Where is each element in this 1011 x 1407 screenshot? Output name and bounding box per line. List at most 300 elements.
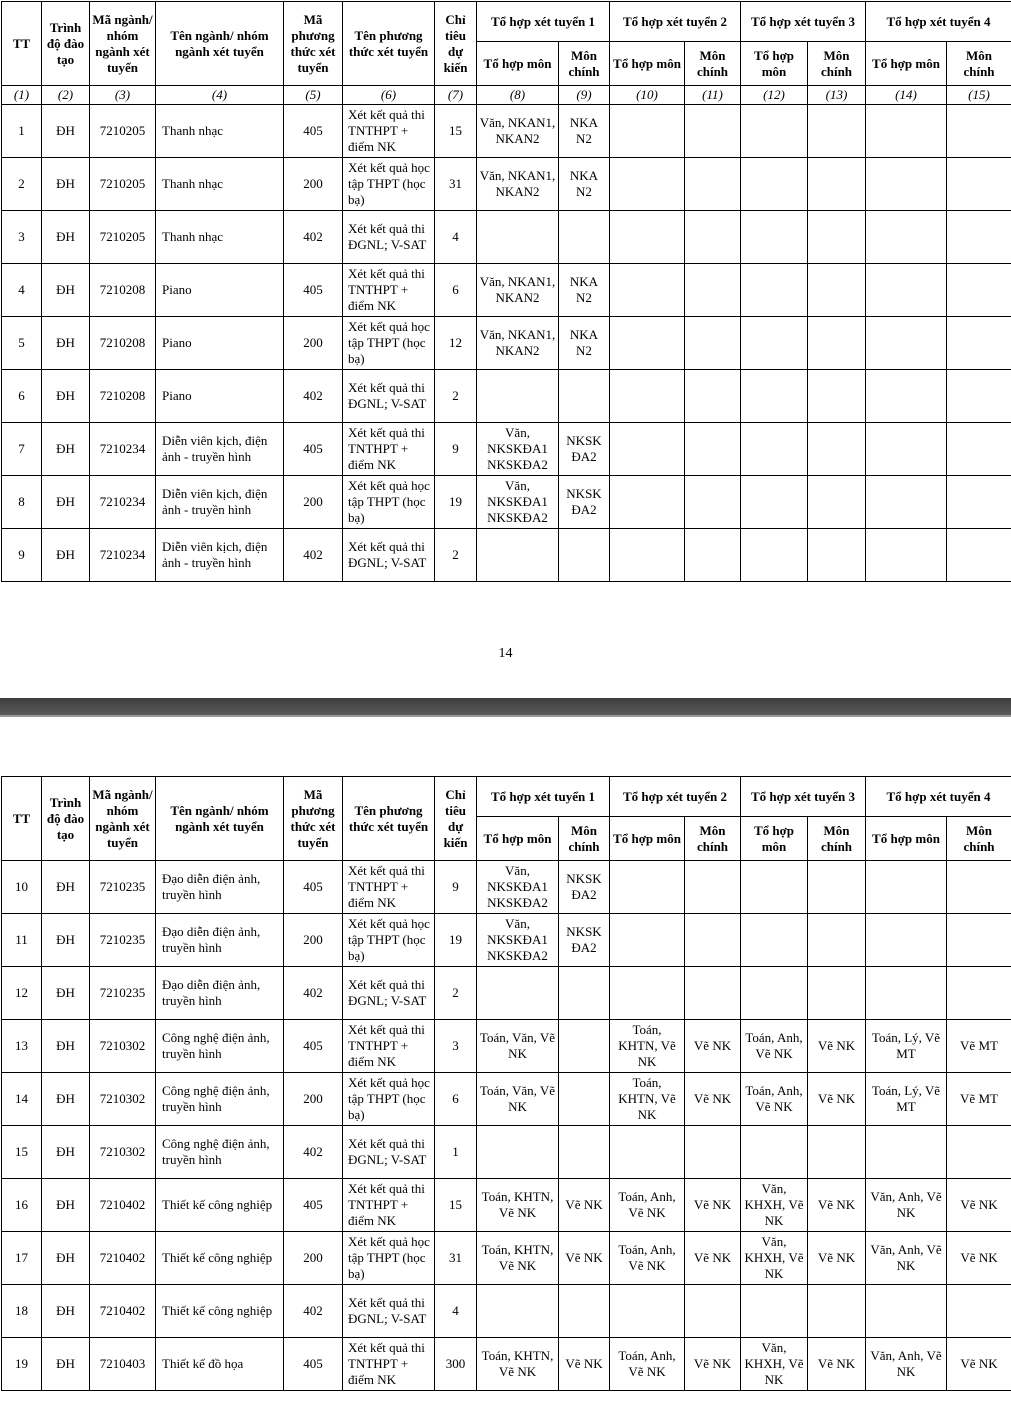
- combo1-subjects-cell: Văn, NKSKĐA1 NKSKĐA2: [477, 861, 559, 914]
- header-group-2: Tổ hợp xét tuyển 2: [610, 777, 741, 817]
- header-ten-phuong-thuc: Tên phương thức xét tuyển: [343, 2, 435, 86]
- major-code-cell: 7210208: [90, 264, 156, 317]
- combo2-main-cell: [685, 861, 741, 914]
- header-group-3: Tổ hợp xét tuyển 3: [741, 777, 866, 817]
- combo3-main-cell: [808, 264, 866, 317]
- method-name-cell: Xét kết quả học tập THPT (học bạ): [343, 317, 435, 370]
- combo3-main-cell: [808, 1126, 866, 1179]
- table-row: [2, 370, 1011, 423]
- table-row: [2, 158, 1011, 211]
- major-code-cell: 7210402: [90, 1179, 156, 1232]
- major-name-cell: Công nghệ điện ảnh, truyền hình: [156, 1073, 284, 1126]
- row-index-cell: 7: [2, 423, 42, 476]
- table-row: [2, 1020, 1011, 1073]
- combo3-main-cell: [808, 1285, 866, 1338]
- header-mon-chinh: Môn chính: [947, 42, 1011, 86]
- training-level-cell: ĐH: [42, 317, 90, 370]
- quota-cell: 12: [435, 317, 477, 370]
- combo1-subjects-cell: [477, 1126, 559, 1179]
- row-index-cell: 14: [2, 1073, 42, 1126]
- quota-cell: 2: [435, 529, 477, 582]
- method-name-cell: Xét kết quả thi ĐGNL; V-SAT: [343, 211, 435, 264]
- training-level-cell: ĐH: [42, 1020, 90, 1073]
- header-ten-nganh: Tên ngành/ nhóm ngành xét tuyển: [156, 777, 284, 861]
- header-group-3: Tổ hợp xét tuyển 3: [741, 2, 866, 42]
- combo1-main-cell: NKSK ĐA2: [559, 476, 610, 529]
- combo1-subjects-cell: Văn, NKAN1, NKAN2: [477, 158, 559, 211]
- quota-cell: 6: [435, 264, 477, 317]
- table-row: [2, 1073, 1011, 1126]
- major-name-cell: Công nghệ điện ảnh, truyền hình: [156, 1020, 284, 1073]
- header-ma-nganh: Mã ngành/ nhóm ngành xét tuyển: [90, 777, 156, 861]
- combo2-subjects-cell: Toán, KHTN, Vẽ NK: [610, 1073, 685, 1126]
- training-level-cell: ĐH: [42, 158, 90, 211]
- major-name-cell: Thiết kế công nghiệp: [156, 1179, 284, 1232]
- combo3-subjects-cell: [741, 211, 808, 264]
- method-name-cell: Xét kết quả thi ĐGNL; V-SAT: [343, 370, 435, 423]
- quota-cell: 15: [435, 1179, 477, 1232]
- combo3-subjects-cell: [741, 158, 808, 211]
- combo1-subjects-cell: Toán, Văn, Vẽ NK: [477, 1073, 559, 1126]
- major-code-cell: 7210402: [90, 1285, 156, 1338]
- combo4-main-cell: Vẽ NK: [947, 1338, 1011, 1391]
- header-mon-chinh: Môn chính: [685, 817, 741, 861]
- table-row: [2, 1232, 1011, 1285]
- method-name-cell: Xét kết quả thi ĐGNL; V-SAT: [343, 1126, 435, 1179]
- major-code-cell: 7210234: [90, 423, 156, 476]
- combo4-subjects-cell: [866, 105, 947, 158]
- combo2-main-cell: Vẽ NK: [685, 1020, 741, 1073]
- combo1-subjects-cell: Văn, NKAN1, NKAN2: [477, 317, 559, 370]
- major-code-cell: 7210302: [90, 1126, 156, 1179]
- method-name-cell: Xét kết quả thi TNTHPT + điểm NK: [343, 423, 435, 476]
- col-number: (11): [685, 86, 741, 105]
- method-name-cell: Xét kết quả thi TNTHPT + điểm NK: [343, 105, 435, 158]
- major-name-cell: Thiết kế công nghiệp: [156, 1232, 284, 1285]
- combo2-subjects-cell: [610, 211, 685, 264]
- combo4-subjects-cell: [866, 423, 947, 476]
- combo2-main-cell: [685, 1285, 741, 1338]
- combo2-main-cell: [685, 914, 741, 967]
- row-index-cell: 16: [2, 1179, 42, 1232]
- combo3-subjects-cell: Văn, KHXH, Vẽ NK: [741, 1338, 808, 1391]
- training-level-cell: ĐH: [42, 370, 90, 423]
- method-code-cell: 200: [284, 914, 343, 967]
- combo2-main-cell: [685, 1126, 741, 1179]
- row-index-cell: 2: [2, 158, 42, 211]
- method-name-cell: Xét kết quả học tập THPT (học bạ): [343, 914, 435, 967]
- combo2-subjects-cell: [610, 967, 685, 1020]
- row-index-cell: 12: [2, 967, 42, 1020]
- combo3-subjects-cell: Văn, KHXH, Vẽ NK: [741, 1179, 808, 1232]
- page-separator: [0, 698, 1011, 715]
- method-name-cell: Xét kết quả thi TNTHPT + điểm NK: [343, 1020, 435, 1073]
- training-level-cell: ĐH: [42, 861, 90, 914]
- combo1-subjects-cell: Văn, NKSKĐA1 NKSKĐA2: [477, 423, 559, 476]
- header-ma-phuong-thuc: Mã phương thức xét tuyển: [284, 2, 343, 86]
- major-name-cell: Thiết kế công nghiệp: [156, 1285, 284, 1338]
- combo4-subjects-cell: [866, 914, 947, 967]
- row-index-cell: 5: [2, 317, 42, 370]
- training-level-cell: ĐH: [42, 1073, 90, 1126]
- combo1-subjects-cell: [477, 1285, 559, 1338]
- major-code-cell: 7210205: [90, 211, 156, 264]
- major-code-cell: 7210302: [90, 1073, 156, 1126]
- header-mon-chinh: Môn chính: [947, 817, 1011, 861]
- combo4-main-cell: [947, 423, 1011, 476]
- major-code-cell: 7210235: [90, 914, 156, 967]
- header-trinh-do: Trình độ đào tạo: [42, 777, 90, 861]
- combo3-main-cell: [808, 370, 866, 423]
- combo4-main-cell: [947, 264, 1011, 317]
- combo2-main-cell: Vẽ NK: [685, 1232, 741, 1285]
- combo3-main-cell: Vẽ NK: [808, 1020, 866, 1073]
- combo3-subjects-cell: [741, 423, 808, 476]
- quota-cell: 4: [435, 1285, 477, 1338]
- combo1-subjects-cell: Văn, NKAN1, NKAN2: [477, 105, 559, 158]
- quota-cell: 19: [435, 476, 477, 529]
- major-code-cell: 7210234: [90, 476, 156, 529]
- page-number: 14: [498, 646, 513, 661]
- combo2-subjects-cell: [610, 529, 685, 582]
- combo1-main-cell: [559, 967, 610, 1020]
- training-level-cell: ĐH: [42, 1285, 90, 1338]
- combo1-subjects-cell: [477, 967, 559, 1020]
- combo4-subjects-cell: [866, 529, 947, 582]
- table-header: [2, 777, 1011, 861]
- combo3-subjects-cell: [741, 1126, 808, 1179]
- major-name-cell: Thanh nhạc: [156, 211, 284, 264]
- quota-cell: 3: [435, 1020, 477, 1073]
- combo2-subjects-cell: [610, 476, 685, 529]
- combo3-main-cell: Vẽ NK: [808, 1232, 866, 1285]
- combo2-subjects-cell: Toán, Anh, Vẽ NK: [610, 1179, 685, 1232]
- combo4-main-cell: [947, 105, 1011, 158]
- col-number: (7): [435, 86, 477, 105]
- combo2-subjects-cell: [610, 1285, 685, 1338]
- method-code-cell: 200: [284, 476, 343, 529]
- method-name-cell: Xét kết quả học tập THPT (học bạ): [343, 1232, 435, 1285]
- combo1-main-cell: Vẽ NK: [559, 1179, 610, 1232]
- major-name-cell: Thiết kế đồ họa: [156, 1338, 284, 1391]
- method-code-cell: 402: [284, 211, 343, 264]
- combo4-subjects-cell: [866, 476, 947, 529]
- header-to-hop-mon: Tổ hợp môn: [610, 42, 685, 86]
- combo3-main-cell: [808, 317, 866, 370]
- col-number: (15): [947, 86, 1011, 105]
- quota-cell: 9: [435, 861, 477, 914]
- table-row: [2, 423, 1011, 476]
- major-code-cell: 7210235: [90, 967, 156, 1020]
- col-number: (10): [610, 86, 685, 105]
- method-name-cell: Xét kết quả thi TNTHPT + điểm NK: [343, 1338, 435, 1391]
- major-code-cell: 7210205: [90, 105, 156, 158]
- method-name-cell: Xét kết quả học tập THPT (học bạ): [343, 158, 435, 211]
- table-row: [2, 1179, 1011, 1232]
- combo2-main-cell: [685, 105, 741, 158]
- quota-cell: 1: [435, 1126, 477, 1179]
- combo1-subjects-cell: Toán, Văn, Vẽ NK: [477, 1020, 559, 1073]
- col-number: (8): [477, 86, 559, 105]
- combo1-main-cell: NKA N2: [559, 105, 610, 158]
- row-index-cell: 13: [2, 1020, 42, 1073]
- combo3-subjects-cell: Văn, KHXH, Vẽ NK: [741, 1232, 808, 1285]
- header-mon-chinh: Môn chính: [559, 42, 610, 86]
- combo1-main-cell: [559, 1285, 610, 1338]
- major-name-cell: Công nghệ điện ảnh, truyền hình: [156, 1126, 284, 1179]
- combo2-subjects-cell: [610, 423, 685, 476]
- combo3-main-cell: [808, 861, 866, 914]
- combo1-main-cell: NKSK ĐA2: [559, 861, 610, 914]
- combo3-subjects-cell: [741, 264, 808, 317]
- major-name-cell: Piano: [156, 370, 284, 423]
- major-code-cell: 7210403: [90, 1338, 156, 1391]
- combo3-subjects-cell: [741, 370, 808, 423]
- combo2-main-cell: [685, 211, 741, 264]
- combo1-subjects-cell: Văn, NKAN1, NKAN2: [477, 264, 559, 317]
- combo4-subjects-cell: [866, 370, 947, 423]
- combo4-main-cell: [947, 476, 1011, 529]
- major-name-cell: Thanh nhạc: [156, 105, 284, 158]
- combo4-main-cell: Vẽ MT: [947, 1073, 1011, 1126]
- major-code-cell: 7210234: [90, 529, 156, 582]
- combo3-main-cell: [808, 529, 866, 582]
- quota-cell: 2: [435, 370, 477, 423]
- combo4-main-cell: [947, 211, 1011, 264]
- row-index-cell: 19: [2, 1338, 42, 1391]
- row-index-cell: 17: [2, 1232, 42, 1285]
- header-mon-chinh: Môn chính: [808, 42, 866, 86]
- major-code-cell: 7210208: [90, 317, 156, 370]
- combo3-subjects-cell: Toán, Anh, Vẽ NK: [741, 1073, 808, 1126]
- combo4-subjects-cell: [866, 861, 947, 914]
- col-number: (14): [866, 86, 947, 105]
- combo3-main-cell: [808, 158, 866, 211]
- training-level-cell: ĐH: [42, 1126, 90, 1179]
- col-number: (4): [156, 86, 284, 105]
- major-code-cell: 7210205: [90, 158, 156, 211]
- combo2-main-cell: [685, 370, 741, 423]
- header-tt: TT: [2, 777, 42, 861]
- combo4-subjects-cell: [866, 967, 947, 1020]
- combo2-subjects-cell: [610, 914, 685, 967]
- method-code-cell: 200: [284, 317, 343, 370]
- table-row: [2, 211, 1011, 264]
- combo4-main-cell: Vẽ MT: [947, 1020, 1011, 1073]
- header-to-hop-mon: Tổ hợp môn: [477, 42, 559, 86]
- table-row: [2, 967, 1011, 1020]
- major-code-cell: 7210235: [90, 861, 156, 914]
- training-level-cell: ĐH: [42, 423, 90, 476]
- combo3-main-cell: [808, 423, 866, 476]
- combo2-subjects-cell: Toán, Anh, Vẽ NK: [610, 1338, 685, 1391]
- header-mon-chinh: Môn chính: [559, 817, 610, 861]
- col-number: (13): [808, 86, 866, 105]
- header-mon-chinh: Môn chính: [685, 42, 741, 86]
- table-row: [2, 861, 1011, 914]
- document-page-top: [0, 1, 1011, 582]
- major-code-cell: 7210208: [90, 370, 156, 423]
- header-mon-chinh: Môn chính: [808, 817, 866, 861]
- combo4-subjects-cell: [866, 158, 947, 211]
- major-name-cell: Đạo diễn điện ảnh, truyền hình: [156, 914, 284, 967]
- combo4-main-cell: [947, 861, 1011, 914]
- header-to-hop-mon: Tổ hợp môn: [610, 817, 685, 861]
- header-group-1: Tổ hợp xét tuyển 1: [477, 777, 610, 817]
- combo4-main-cell: [947, 1126, 1011, 1179]
- table-row: [2, 914, 1011, 967]
- combo1-subjects-cell: [477, 529, 559, 582]
- table-body-bottom: [2, 861, 1011, 1391]
- row-index-cell: 11: [2, 914, 42, 967]
- combo3-subjects-cell: [741, 529, 808, 582]
- quota-cell: 4: [435, 211, 477, 264]
- combo1-main-cell: NKSK ĐA2: [559, 914, 610, 967]
- major-name-cell: Đạo diễn điện ảnh, truyền hình: [156, 861, 284, 914]
- method-code-cell: 402: [284, 967, 343, 1020]
- major-name-cell: Đạo diễn điện ảnh, truyền hình: [156, 967, 284, 1020]
- combo3-subjects-cell: [741, 317, 808, 370]
- combo1-main-cell: [559, 1020, 610, 1073]
- method-name-cell: Xét kết quả thi TNTHPT + điểm NK: [343, 861, 435, 914]
- combo2-subjects-cell: [610, 317, 685, 370]
- column-number-row: [2, 86, 1011, 105]
- combo1-main-cell: Vẽ NK: [559, 1232, 610, 1285]
- combo1-subjects-cell: Văn, NKSKĐA1 NKSKĐA2: [477, 914, 559, 967]
- combo2-subjects-cell: [610, 105, 685, 158]
- training-level-cell: ĐH: [42, 1179, 90, 1232]
- method-code-cell: 402: [284, 1126, 343, 1179]
- method-code-cell: 405: [284, 264, 343, 317]
- method-name-cell: Xét kết quả học tập THPT (học bạ): [343, 1073, 435, 1126]
- combo4-subjects-cell: [866, 1126, 947, 1179]
- combo4-main-cell: [947, 529, 1011, 582]
- combo2-main-cell: [685, 423, 741, 476]
- combo3-main-cell: [808, 211, 866, 264]
- combo1-main-cell: [559, 1126, 610, 1179]
- page-separator-edge: [0, 715, 1011, 717]
- method-code-cell: 405: [284, 105, 343, 158]
- combo4-main-cell: Vẽ NK: [947, 1179, 1011, 1232]
- combo3-main-cell: [808, 105, 866, 158]
- header-ma-nganh: Mã ngành/ nhóm ngành xét tuyển: [90, 2, 156, 86]
- document-page-bottom: [0, 776, 1011, 1391]
- method-code-cell: 402: [284, 370, 343, 423]
- method-name-cell: Xét kết quả thi TNTHPT + điểm NK: [343, 1179, 435, 1232]
- header-to-hop-mon: Tổ hợp môn: [741, 817, 808, 861]
- combo3-subjects-cell: [741, 105, 808, 158]
- training-level-cell: ĐH: [42, 1338, 90, 1391]
- combo4-main-cell: [947, 1285, 1011, 1338]
- quota-cell: 31: [435, 158, 477, 211]
- combo1-main-cell: [559, 211, 610, 264]
- combo2-main-cell: [685, 264, 741, 317]
- row-index-cell: 6: [2, 370, 42, 423]
- header-chi-tieu: Chỉ tiêu dự kiến: [435, 777, 477, 861]
- method-code-cell: 200: [284, 158, 343, 211]
- quota-cell: 300: [435, 1338, 477, 1391]
- table-row: [2, 264, 1011, 317]
- combo2-subjects-cell: [610, 861, 685, 914]
- method-code-cell: 200: [284, 1073, 343, 1126]
- table-row: [2, 529, 1011, 582]
- combo3-subjects-cell: [741, 914, 808, 967]
- combo4-subjects-cell: Toán, Lý, Vẽ MT: [866, 1073, 947, 1126]
- table-row: [2, 476, 1011, 529]
- combo4-main-cell: [947, 158, 1011, 211]
- row-index-cell: 8: [2, 476, 42, 529]
- admission-table-bottom: [1, 776, 1011, 1391]
- row-index-cell: 3: [2, 211, 42, 264]
- header-chi-tieu: Chỉ tiêu dự kiến: [435, 2, 477, 86]
- combo1-main-cell: NKSK ĐA2: [559, 423, 610, 476]
- combo3-subjects-cell: Toán, Anh, Vẽ NK: [741, 1020, 808, 1073]
- method-code-cell: 402: [284, 529, 343, 582]
- table-row: [2, 1338, 1011, 1391]
- combo1-main-cell: NKA N2: [559, 264, 610, 317]
- combo4-subjects-cell: [866, 211, 947, 264]
- table-row: [2, 317, 1011, 370]
- training-level-cell: ĐH: [42, 476, 90, 529]
- combo2-main-cell: Vẽ NK: [685, 1179, 741, 1232]
- method-name-cell: Xét kết quả thi ĐGNL; V-SAT: [343, 529, 435, 582]
- header-to-hop-mon: Tổ hợp môn: [866, 42, 947, 86]
- method-name-cell: Xét kết quả thi ĐGNL; V-SAT: [343, 967, 435, 1020]
- combo2-main-cell: Vẽ NK: [685, 1073, 741, 1126]
- training-level-cell: ĐH: [42, 529, 90, 582]
- training-level-cell: ĐH: [42, 264, 90, 317]
- row-index-cell: 10: [2, 861, 42, 914]
- header-group-4: Tổ hợp xét tuyển 4: [866, 2, 1011, 42]
- combo2-main-cell: [685, 476, 741, 529]
- combo1-subjects-cell: Toán, KHTN, Vẽ NK: [477, 1232, 559, 1285]
- admission-table-top: [1, 1, 1011, 582]
- combo3-subjects-cell: [741, 861, 808, 914]
- combo4-subjects-cell: [866, 1285, 947, 1338]
- method-name-cell: Xét kết quả thi ĐGNL; V-SAT: [343, 1285, 435, 1338]
- major-name-cell: Thanh nhạc: [156, 158, 284, 211]
- quota-cell: 2: [435, 967, 477, 1020]
- combo4-subjects-cell: Văn, Anh, Vẽ NK: [866, 1232, 947, 1285]
- combo4-main-cell: [947, 317, 1011, 370]
- major-name-cell: Diễn viên kịch, điện ảnh - truyền hình: [156, 476, 284, 529]
- combo1-main-cell: NKA N2: [559, 317, 610, 370]
- row-index-cell: 1: [2, 105, 42, 158]
- header-ten-phuong-thuc: Tên phương thức xét tuyển: [343, 777, 435, 861]
- combo1-subjects-cell: Toán, KHTN, Vẽ NK: [477, 1179, 559, 1232]
- col-number: (12): [741, 86, 808, 105]
- combo2-subjects-cell: [610, 158, 685, 211]
- col-number: (2): [42, 86, 90, 105]
- header-group-4: Tổ hợp xét tuyển 4: [866, 777, 1011, 817]
- combo1-subjects-cell: [477, 211, 559, 264]
- combo3-main-cell: Vẽ NK: [808, 1338, 866, 1391]
- header-group-2: Tổ hợp xét tuyển 2: [610, 2, 741, 42]
- col-number: (5): [284, 86, 343, 105]
- table-header: [2, 2, 1011, 105]
- method-code-cell: 405: [284, 861, 343, 914]
- combo3-subjects-cell: [741, 476, 808, 529]
- header-ten-nganh: Tên ngành/ nhóm ngành xét tuyển: [156, 2, 284, 86]
- quota-cell: 31: [435, 1232, 477, 1285]
- training-level-cell: ĐH: [42, 1232, 90, 1285]
- combo4-main-cell: [947, 914, 1011, 967]
- row-index-cell: 15: [2, 1126, 42, 1179]
- combo3-subjects-cell: [741, 967, 808, 1020]
- combo2-subjects-cell: Toán, KHTN, Vẽ NK: [610, 1020, 685, 1073]
- method-code-cell: 402: [284, 1285, 343, 1338]
- combo4-main-cell: Vẽ NK: [947, 1232, 1011, 1285]
